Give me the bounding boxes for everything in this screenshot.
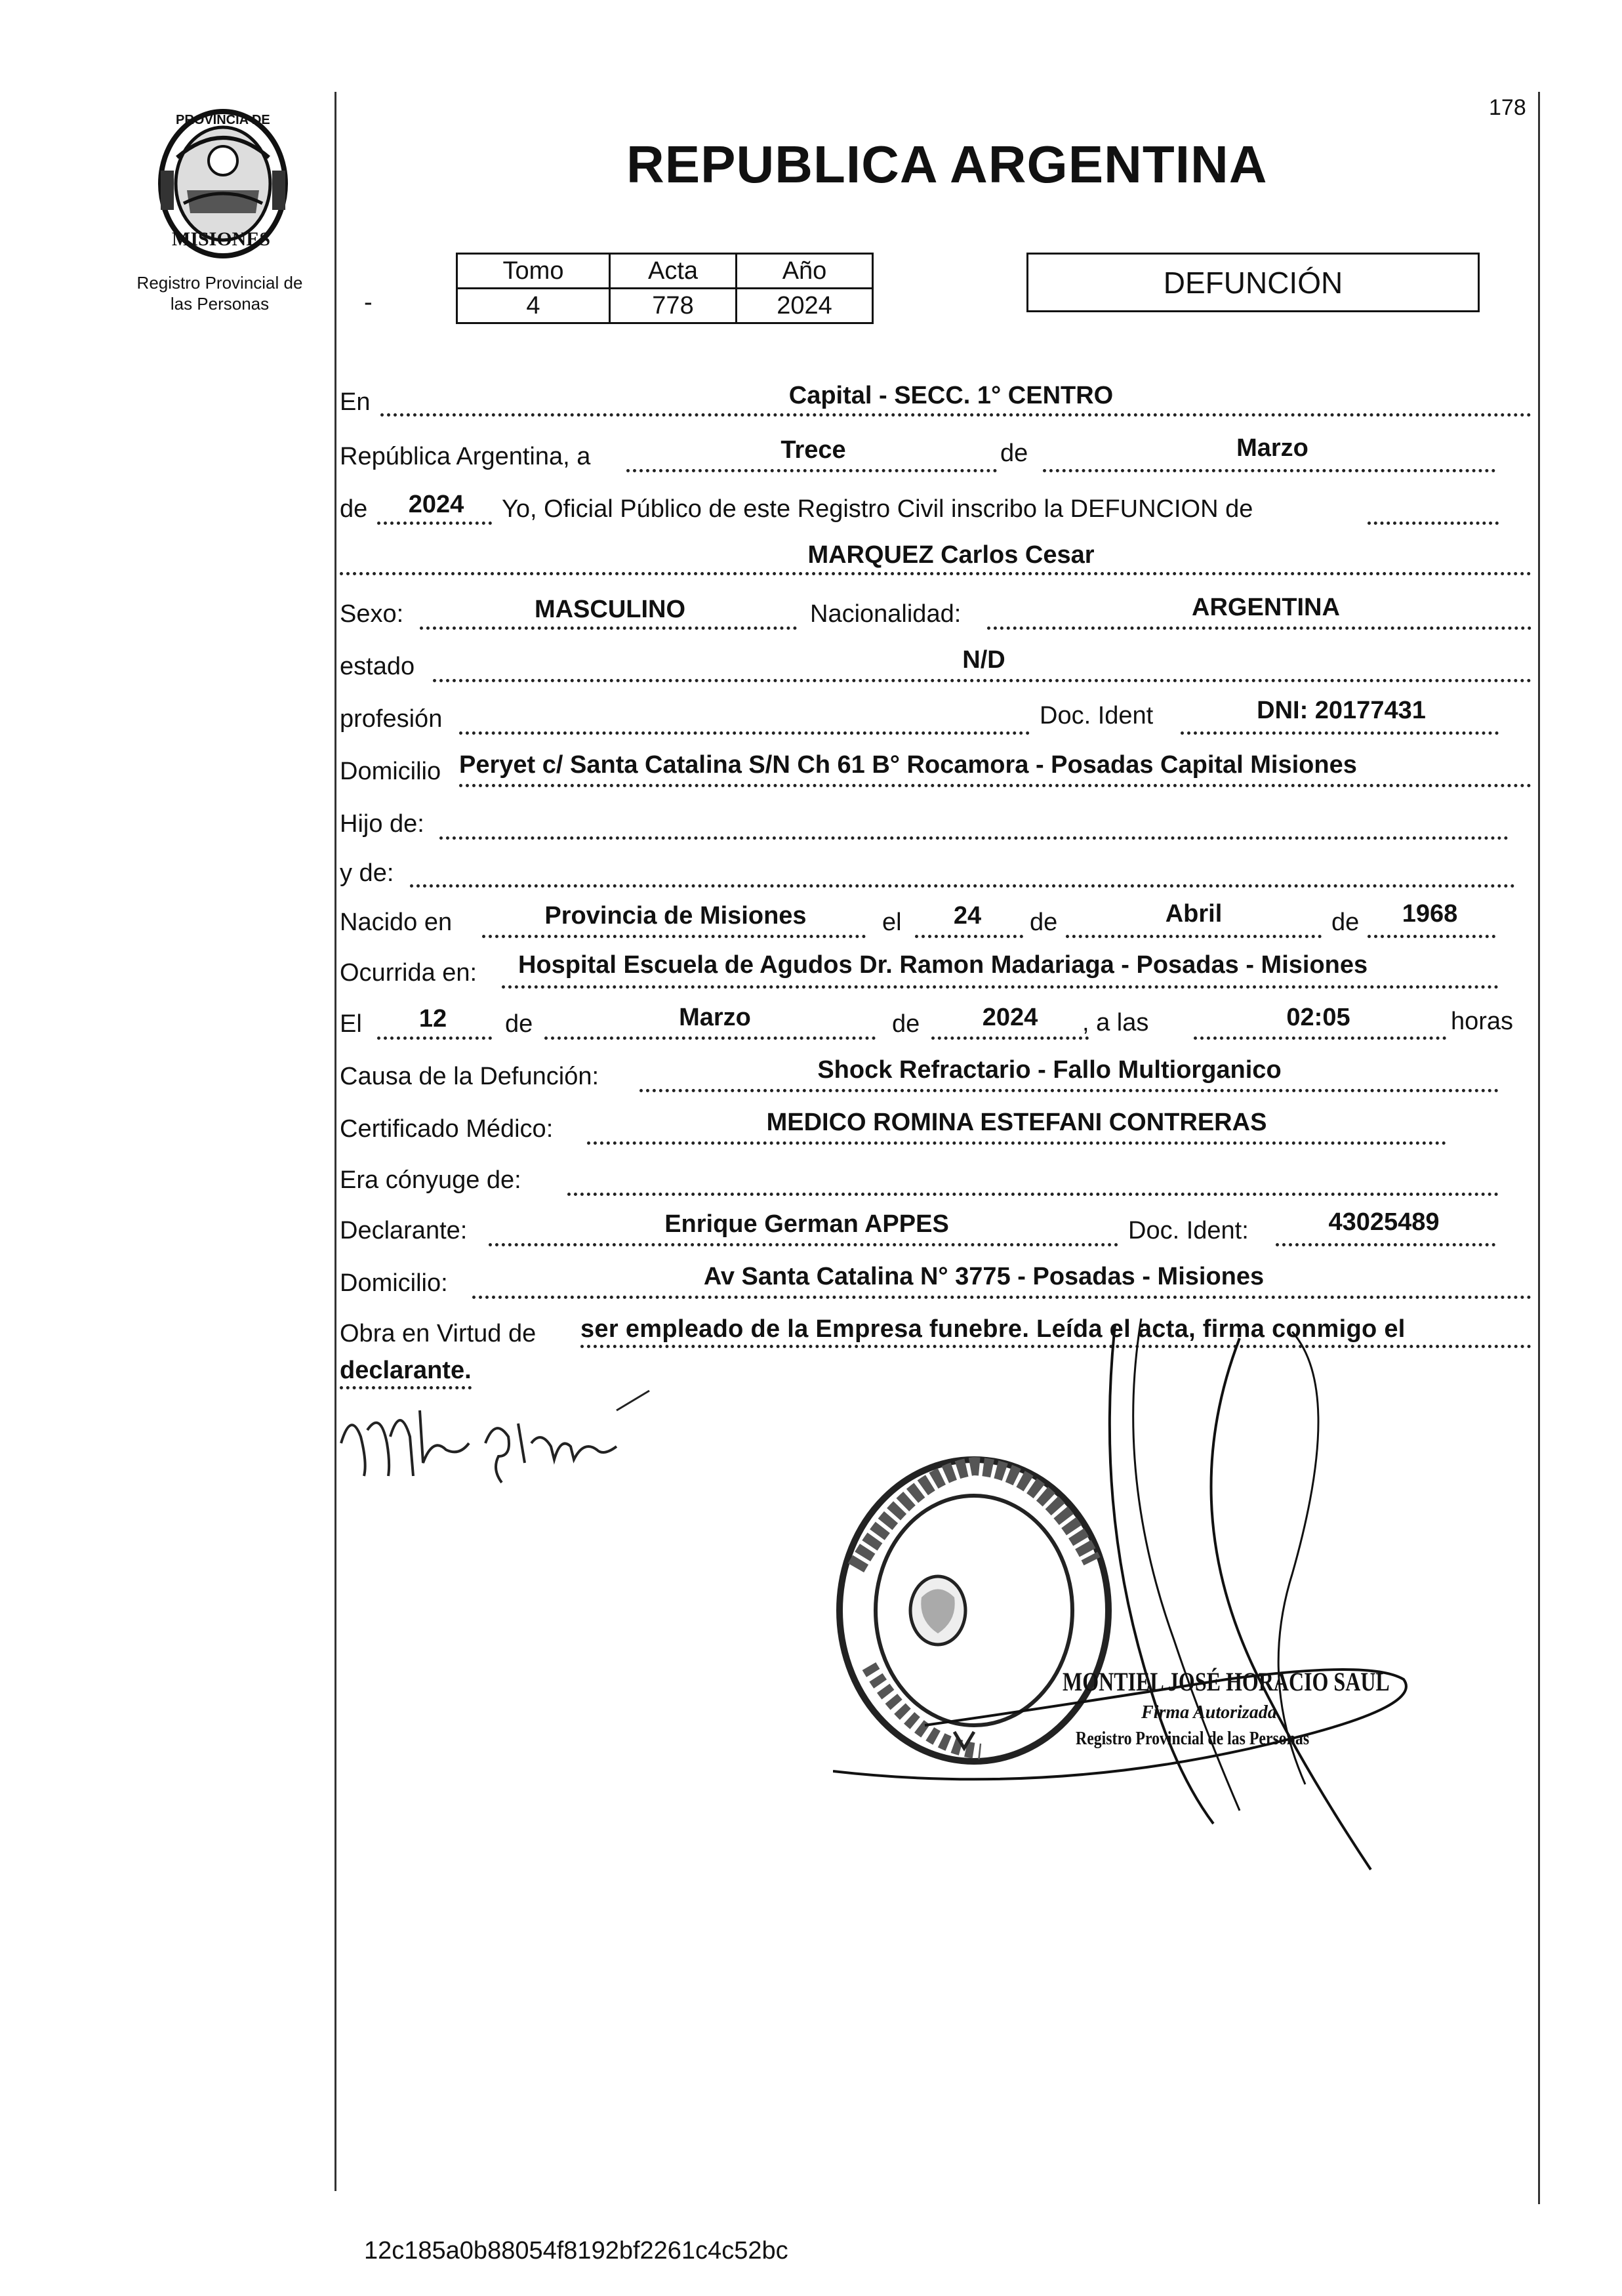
value-tomo: 4 [457, 289, 610, 323]
yde-dots [410, 884, 1515, 888]
birth-month: Abril [1165, 900, 1223, 928]
yo-text: Yo, Oficial Público de este Registro Civil inscribo la DEFUNCION de [502, 495, 1253, 523]
official-role: Firma Autorizada [1141, 1702, 1277, 1723]
cert-dots [587, 1141, 1446, 1145]
causa-value: Shock Refractario - Fallo Multiorganico [817, 1056, 1282, 1084]
hijo-dots [439, 836, 1509, 840]
yo-dots [1368, 522, 1499, 525]
rep-label: República Argentina, a [340, 443, 591, 470]
death-year-dots [931, 1036, 1089, 1040]
official-name: MONTIEL JOSÉ HORACIO SAUL [1063, 1667, 1390, 1696]
el-label: el [882, 909, 902, 936]
seal-bottom-text: MISIONES [172, 228, 271, 250]
ocurrida-label: Ocurrida en: [340, 959, 477, 987]
obra-value: ser empleado de la Empresa funebre. Leída el acta, firma conmigo el [580, 1315, 1531, 1348]
death-time: 02:05 [1286, 1004, 1350, 1031]
declarante-value: Enrique German APPES [664, 1210, 949, 1238]
domicilio2-value: Av Santa Catalina N° 3775 - Posadas - Misiones [703, 1263, 1265, 1290]
doc-value: DNI: 20177431 [1257, 697, 1426, 724]
horas-label: horas [1451, 1008, 1514, 1035]
doc-dots [1181, 731, 1499, 735]
document-hash: 12c185a0b88054f8192bf2261c4c52bc [364, 2237, 788, 2265]
year-value: 2024 [408, 491, 464, 518]
page-number: 178 [1489, 95, 1526, 120]
seal-top-text: PROVINCIA DE [176, 113, 270, 127]
registry-line-1: Registro Provincial de [136, 273, 303, 293]
header-acta: Acta [610, 254, 737, 289]
nac-value: ARGENTINA [1192, 594, 1340, 621]
obra-label: Obra en Virtud de [340, 1320, 537, 1347]
profesion-label: profesión [340, 705, 443, 733]
right-margin-line [1538, 92, 1540, 2204]
official-signature [833, 1312, 1489, 1902]
declarant-signature [328, 1384, 669, 1489]
hijo-label: Hijo de: [340, 810, 424, 838]
death-year: 2024 [982, 1004, 1038, 1031]
en-dots [380, 413, 1531, 417]
deceased-name: MARQUEZ Carlos Cesar [807, 541, 1095, 569]
day-value: Trece [781, 436, 846, 464]
sexo-value: MASCULINO [534, 596, 686, 623]
estado-value: N/D [962, 646, 1005, 674]
de2-label: de [1030, 909, 1058, 936]
profesion-dots [459, 731, 1030, 735]
birth-day: 24 [953, 902, 982, 930]
year-label: de [340, 495, 368, 523]
de4-label: de [505, 1010, 533, 1038]
causa-dots [639, 1089, 1499, 1092]
domicilio2-dots [472, 1296, 1531, 1299]
domicilio-value: Peryet c/ Santa Catalina S/N Ch 61 B° Rocamora - Posadas Capital Misiones [459, 751, 1357, 779]
doc2-dots [1276, 1243, 1495, 1246]
yde-label: y de: [340, 859, 394, 887]
nacido-label: Nacido en [340, 909, 453, 936]
causa-label: Causa de la Defunción: [340, 1063, 599, 1090]
header-tomo: Tomo [457, 254, 610, 289]
month-value: Marzo [1236, 434, 1308, 462]
cert-value: MEDICO ROMINA ESTEFANI CONTRERAS [766, 1109, 1267, 1136]
conyuge-label: Era cónyuge de: [340, 1166, 521, 1194]
estado-label: estado [340, 653, 415, 680]
death-time-dots [1194, 1036, 1446, 1040]
el2-label: El [340, 1010, 362, 1038]
domicilio-label: Domicilio [340, 758, 441, 785]
en-value: Capital - SECC. 1° CENTRO [788, 382, 1114, 409]
registry-line-2: las Personas [170, 294, 270, 314]
nac-dots [987, 626, 1531, 630]
de5-label: de [892, 1010, 920, 1038]
header-ano: Año [737, 254, 873, 289]
declarante-label: Declarante: [340, 1217, 468, 1244]
official-office: Registro Provincial de las Personas [1076, 1729, 1310, 1749]
registry-name [118, 272, 321, 314]
domicilio2-label: Domicilio: [340, 1269, 448, 1297]
conyuge-dots [567, 1193, 1499, 1196]
ocurrida-value: Hospital Escuela de Agudos Dr. Ramon Madariaga - Posadas - Misiones [518, 951, 1368, 979]
doc-label: Doc. Ident [1040, 702, 1154, 729]
alas-label: , a las [1082, 1009, 1149, 1036]
birth-month-dots [1066, 935, 1322, 938]
day-dots [626, 469, 997, 472]
death-day-dots [377, 1036, 492, 1040]
death-month-dots [544, 1036, 876, 1040]
document-title: REPUBLICA ARGENTINA [626, 135, 1268, 194]
left-margin-line [335, 92, 336, 2191]
birth-year: 1968 [1402, 900, 1458, 928]
year-dots [377, 522, 492, 525]
declarante-dots [489, 1243, 1118, 1246]
doc2-label: Doc. Ident: [1128, 1217, 1249, 1244]
nacido-dots [482, 935, 866, 938]
death-day: 12 [418, 1005, 447, 1033]
obra-value-2: declarante. [340, 1357, 472, 1389]
nac-label: Nacionalidad: [810, 600, 962, 628]
record-type-box: DEFUNCIÓN [1026, 253, 1480, 312]
value-ano: 2024 [737, 289, 873, 323]
ocurrida-dots [502, 985, 1499, 989]
value-acta: 778 [610, 289, 737, 323]
name-dots [340, 572, 1531, 575]
cert-label: Certificado Médico: [340, 1115, 554, 1143]
month-dots [1043, 469, 1495, 472]
doc2-value: 43025489 [1328, 1208, 1440, 1236]
domicilio-dots [459, 784, 1531, 787]
birth-year-dots [1368, 935, 1495, 938]
dash-mark: - [364, 289, 373, 316]
nacido-value: Provincia de Misiones [544, 902, 807, 930]
en-label: En [340, 388, 371, 416]
death-month: Marzo [679, 1004, 751, 1031]
sexo-dots [420, 626, 797, 630]
estado-dots [433, 679, 1531, 682]
birth-day-dots [915, 935, 1023, 938]
record-table [456, 253, 874, 324]
de-label: de [1000, 440, 1028, 467]
de3-label: de [1331, 909, 1360, 936]
sexo-label: Sexo: [340, 600, 404, 628]
